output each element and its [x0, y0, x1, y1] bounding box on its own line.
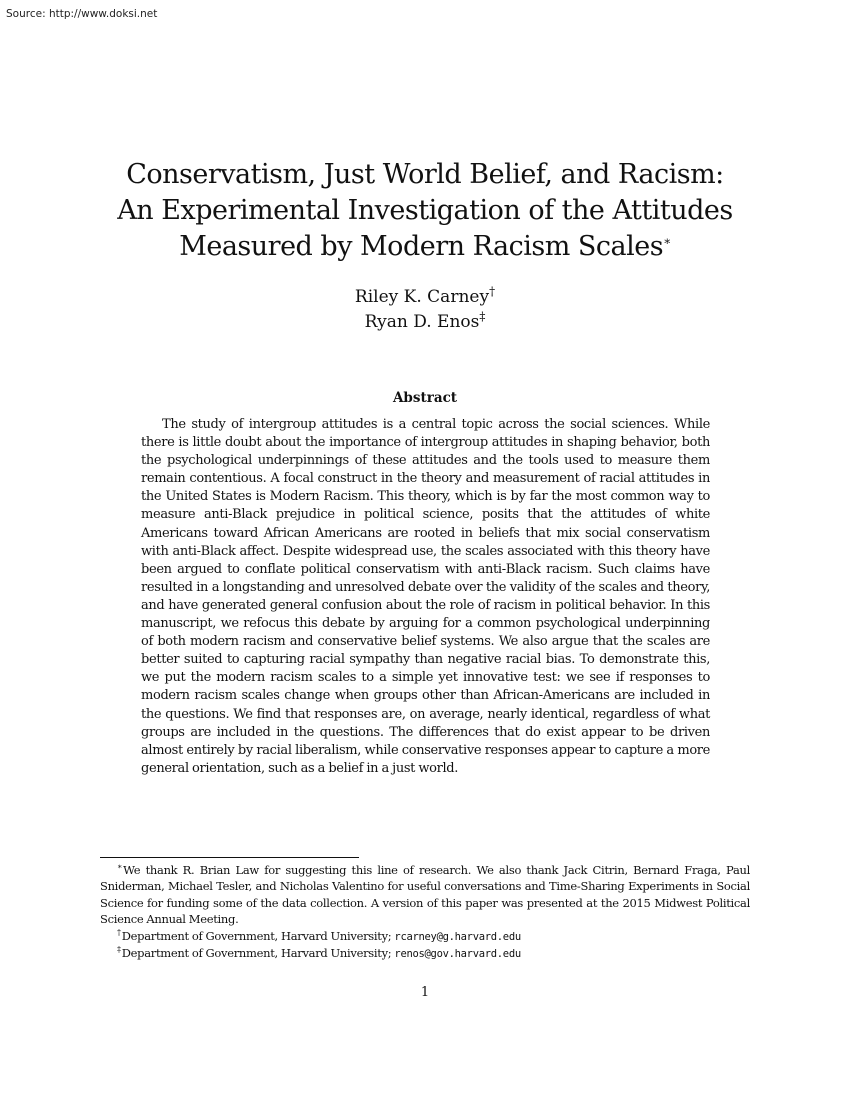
footnote-mark: ∗ — [117, 862, 123, 872]
author-list — [100, 285, 750, 335]
email-link[interactable]: renos@gov.harvard.edu — [394, 948, 521, 961]
footnote-author-1 — [100, 928, 750, 945]
footnote-rule — [100, 857, 359, 858]
abstract-text: The study of intergroup attitudes is a central topic across the social sciences. While there is little doubt about the importance of intergroup attitudes in shaping behavior, both the psychological underpinnings of these attitudes and the tools used to measure them remain contentious. A focal construct in the theory and measurement of racial attitudes in the United States is Modern Racism. This theory, which is by far the most common way to measure anti-Black prejudice in political science, posits that the attitudes of white Americans toward African Americans are rooted in beliefs that mix social conservatism with anti-Black affect. Despite widespread use, the scales associated with this theory have been argued to conflate political conservatism with anti-Black racism. Such claims have resulted in a longstanding and unresolved debate over the validity of the scales and theory, and have generated general confusion about the role of racism in political behavior. In this manuscript, we refocus this debate by arguing for a common psychological underpinning of both modern racism and conservative belief systems. We also argue that the scales are better suited to capturing racial sympathy than negative racial bias. To demonstrate this, we put the modern racism scales to a simple yet innovative test: we see if responses to modern racism scales change when groups other than African-Americans are included in the questions. We find that responses are, on average, nearly identical, regardless of what groups are included in the questions. The differences that do exist appear to be driven almost entirely by racial liberalism, while conservative responses appear to capture a more general orientation, such as a belief in a just world. — [141, 417, 710, 776]
source-label: Source: http://www.doksi.net — [6, 8, 158, 20]
title-footnote-mark: ∗ — [663, 234, 671, 248]
title-line-2: An Experimental Investigation of the Attitudes — [117, 195, 733, 226]
title-line-1: Conservatism, Just World Belief, and Racism: — [126, 159, 724, 190]
footnote-mark: ‡ — [117, 945, 121, 955]
abstract-heading: Abstract — [392, 390, 458, 406]
footnotes — [100, 862, 750, 962]
paper-title — [100, 157, 750, 265]
author-footnote-mark: ‡ — [479, 309, 486, 324]
author-2 — [100, 310, 750, 335]
footnote-acknowledgements — [100, 862, 750, 928]
title-line-3: Measured by Modern Racism Scales — [179, 231, 664, 262]
footnote-text: We thank R. Brian Law for suggesting this line of research. We also thank Jack Citrin, Bernard Fraga, Paul Sniderman, Michael Tesler, and Nicholas Valentino for useful conversations and Time-Sharing Experiments in Social Science for funding some of the data collection. A version of this paper was presented at the 2015 Midwest Political Science Annual Meeting. — [100, 863, 750, 927]
footnote-mark: † — [117, 927, 121, 937]
author-footnote-mark: † — [489, 284, 496, 299]
email-link[interactable]: rcarney@g.harvard.edu — [394, 930, 521, 943]
footnote-text: Department of Government, Harvard University; — [121, 946, 395, 961]
footnote-text: Department of Government, Harvard University; — [121, 928, 395, 943]
page-number: 1 — [420, 985, 430, 1000]
author-1 — [100, 285, 750, 310]
author-name: Riley K. Carney — [354, 287, 490, 307]
footnote-author-2 — [100, 945, 750, 962]
author-name: Ryan D. Enos — [364, 312, 480, 332]
